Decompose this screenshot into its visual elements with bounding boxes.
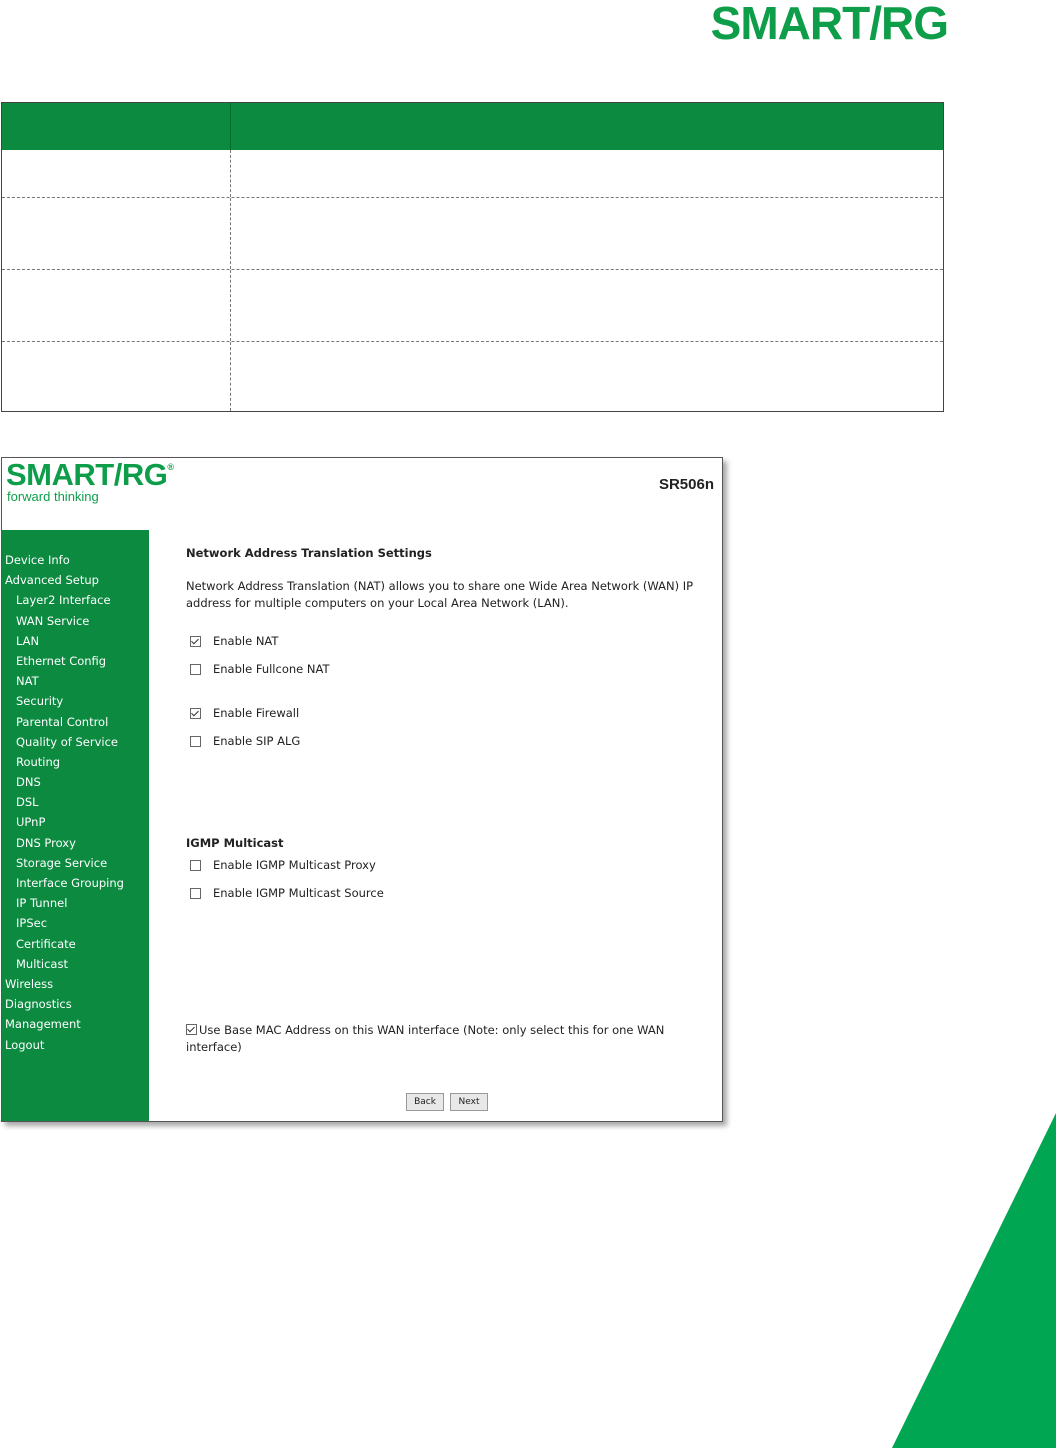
sidebar-item-advanced-setup[interactable]: Advanced Setup (5, 573, 99, 588)
sidebar-item-logout[interactable]: Logout (5, 1037, 45, 1052)
corner-decoration (886, 1113, 1056, 1448)
sidebar-item-ethernet-config[interactable]: Ethernet Config (16, 653, 107, 668)
sidebar-item-lan[interactable]: LAN (16, 633, 40, 648)
sidebar-item-nat[interactable]: NAT (16, 674, 39, 689)
model-name: SR506n (658, 476, 714, 493)
sidebar-item-certificate[interactable]: Certificate (16, 936, 76, 951)
sidebar-list (2, 530, 149, 1055)
table-header (2, 103, 943, 150)
sidebar-item-management[interactable]: Management (5, 1017, 81, 1032)
igmp-proxy-checkbox[interactable] (190, 860, 201, 871)
corner-triangle (892, 1113, 1056, 1448)
table-row (2, 269, 943, 341)
router-header (2, 458, 722, 530)
enable-fullcone-nat-row[interactable] (190, 662, 329, 676)
enable-firewall-label: Enable Firewall (213, 706, 300, 720)
sidebar-item-device-info[interactable]: Device Info (5, 553, 70, 567)
sidebar-item-storage-service[interactable]: Storage Service (16, 855, 108, 870)
sidebar-item-ipsec[interactable]: IPSec (16, 916, 48, 931)
table-row (2, 341, 943, 411)
router-ui-screenshot (1, 457, 723, 1122)
enable-sip-alg-checkbox[interactable] (190, 736, 201, 747)
enable-fullcone-nat-label: Enable Fullcone NAT (213, 662, 330, 676)
enable-firewall-checkbox[interactable] (190, 708, 201, 719)
sidebar-item-ip-tunnel[interactable]: IP Tunnel (16, 896, 68, 911)
sidebar-item-parental-control[interactable]: Parental Control (16, 714, 109, 729)
sidebar-item-dsl[interactable]: DSL (16, 795, 39, 810)
igmp-proxy-row[interactable] (190, 858, 376, 872)
sidebar-item-wan-service[interactable]: WAN Service (16, 613, 90, 628)
igmp-section-title: IGMP Multicast (186, 836, 284, 850)
next-button[interactable]: Next (450, 1093, 488, 1111)
nav-buttons (406, 1093, 488, 1111)
sidebar-item-dns-proxy[interactable]: DNS Proxy (16, 835, 76, 850)
sidebar-item-security[interactable]: Security (16, 694, 64, 709)
sidebar-item-dns[interactable]: DNS (16, 775, 41, 790)
base-mac-label: Use Base MAC Address on this WAN interface (Note: only select this for one WAN interface) (186, 1023, 665, 1054)
base-mac-row[interactable] (186, 1022, 706, 1056)
router-logo-text: SMART/RG (6, 457, 168, 492)
router-logo (6, 458, 173, 492)
igmp-proxy-label: Enable IGMP Multicast Proxy (213, 858, 376, 872)
igmp-source-row[interactable] (190, 886, 384, 900)
parameter-table (1, 102, 944, 412)
sidebar-item-interface-grouping[interactable]: Interface Grouping (16, 876, 124, 890)
back-button[interactable]: Back (406, 1093, 444, 1111)
enable-fullcone-nat-checkbox[interactable] (190, 664, 201, 675)
router-tagline: forward thinking (7, 489, 99, 504)
enable-nat-checkbox[interactable] (190, 636, 201, 647)
sidebar-item-layer2-interface[interactable]: Layer2 Interface (16, 593, 111, 608)
enable-firewall-row[interactable] (190, 706, 299, 720)
sidebar-item-wireless[interactable]: Wireless (5, 976, 54, 991)
enable-sip-alg-row[interactable] (190, 734, 300, 748)
page-title: Network Address Translation Settings (186, 546, 432, 560)
sidebar-item-diagnostics[interactable]: Diagnostics (5, 997, 72, 1012)
igmp-source-label: Enable IGMP Multicast Source (213, 886, 384, 900)
table-row (2, 150, 943, 197)
sidebar-item-upnp[interactable]: UPnP (16, 815, 46, 830)
nat-description: Network Address Translation (NAT) allows you to share one Wide Area Network (WAN) IP address for multiple computers on your Local Area Network (LAN). (186, 579, 694, 610)
sidebar-item-routing[interactable]: Routing (16, 754, 61, 769)
enable-nat-row[interactable] (190, 634, 278, 648)
enable-sip-alg-label: Enable SIP ALG (213, 734, 301, 748)
sidebar-item-multicast[interactable]: Multicast (16, 956, 68, 971)
base-mac-checkbox[interactable] (186, 1024, 197, 1035)
registered-mark: ® (167, 462, 174, 472)
sidebar-nav (2, 530, 149, 1121)
table-row (2, 197, 943, 269)
brand-logo: SMART/RG (710, 0, 948, 49)
igmp-source-checkbox[interactable] (190, 888, 201, 899)
enable-nat-label: Enable NAT (213, 634, 279, 648)
sidebar-item-quality-of-service[interactable]: Quality of Service (16, 734, 118, 749)
